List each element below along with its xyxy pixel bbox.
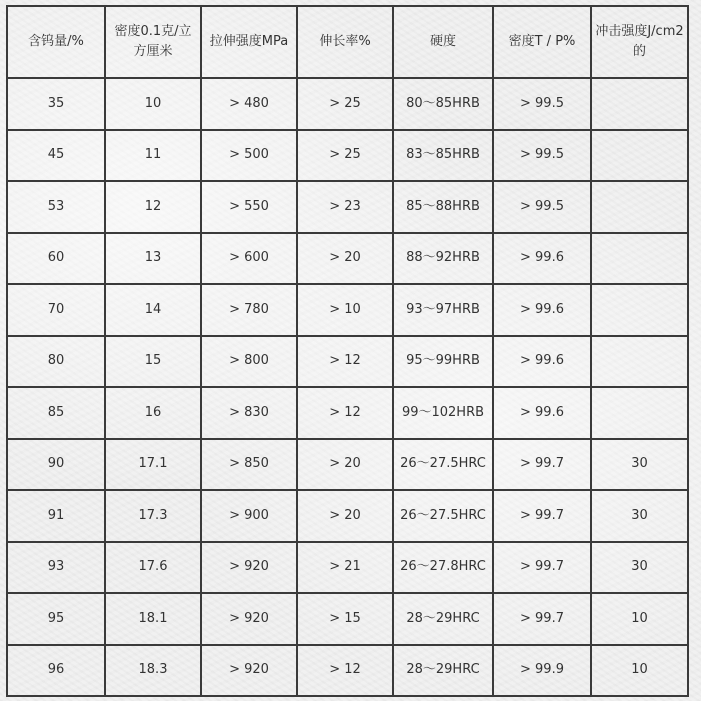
cell-density: 17.6	[105, 542, 201, 594]
cell-hardness: 26～27.8HRC	[393, 542, 493, 594]
cell-elongation: > 20	[297, 233, 393, 285]
cell-hardness: 83～85HRB	[393, 130, 493, 182]
cell-elongation: > 15	[297, 593, 393, 645]
cell-tensile-strength: > 550	[201, 181, 297, 233]
header-hardness: 硬度	[393, 6, 493, 78]
cell-density: 15	[105, 336, 201, 388]
table-row	[7, 542, 688, 594]
cell-impact-strength	[591, 387, 688, 439]
cell-tensile-strength: > 780	[201, 284, 297, 336]
cell-tensile-strength: > 900	[201, 490, 297, 542]
cell-tungsten-content: 96	[7, 645, 105, 697]
cell-tungsten-content: 85	[7, 387, 105, 439]
cell-tensile-strength: > 920	[201, 645, 297, 697]
cell-impact-strength	[591, 336, 688, 388]
cell-relative-density: > 99.5	[493, 78, 591, 130]
cell-relative-density: > 99.6	[493, 284, 591, 336]
table-row	[7, 78, 688, 130]
cell-hardness: 95～99HRB	[393, 336, 493, 388]
table-row	[7, 593, 688, 645]
cell-hardness: 99～102HRB	[393, 387, 493, 439]
cell-density: 16	[105, 387, 201, 439]
header-density: 密度0.1克/立方厘米	[105, 6, 201, 78]
cell-density: 17.1	[105, 439, 201, 491]
cell-impact-strength	[591, 284, 688, 336]
cell-tensile-strength: > 830	[201, 387, 297, 439]
cell-tensile-strength: > 600	[201, 233, 297, 285]
cell-tungsten-content: 35	[7, 78, 105, 130]
header-impact-strength: 冲击强度J/cm2的	[591, 6, 688, 78]
cell-impact-strength: 30	[591, 542, 688, 594]
cell-relative-density: > 99.7	[493, 593, 591, 645]
table-row	[7, 181, 688, 233]
cell-relative-density: > 99.7	[493, 439, 591, 491]
cell-impact-strength: 10	[591, 645, 688, 697]
cell-elongation: > 21	[297, 542, 393, 594]
cell-tungsten-content: 53	[7, 181, 105, 233]
cell-tungsten-content: 91	[7, 490, 105, 542]
header-elongation: 伸长率%	[297, 6, 393, 78]
header-tungsten-content: 含钨量/%	[7, 6, 105, 78]
cell-tensile-strength: > 500	[201, 130, 297, 182]
cell-relative-density: > 99.6	[493, 336, 591, 388]
cell-impact-strength	[591, 233, 688, 285]
cell-tensile-strength: > 920	[201, 542, 297, 594]
cell-hardness: 26～27.5HRC	[393, 439, 493, 491]
tungsten-alloy-spec-table	[6, 5, 689, 697]
table-row	[7, 645, 688, 697]
table-row	[7, 284, 688, 336]
cell-elongation: > 12	[297, 336, 393, 388]
cell-hardness: 88～92HRB	[393, 233, 493, 285]
table-row	[7, 233, 688, 285]
cell-elongation: > 12	[297, 387, 393, 439]
cell-density: 12	[105, 181, 201, 233]
cell-impact-strength	[591, 130, 688, 182]
cell-impact-strength	[591, 78, 688, 130]
cell-hardness: 80～85HRB	[393, 78, 493, 130]
cell-tungsten-content: 93	[7, 542, 105, 594]
cell-impact-strength	[591, 181, 688, 233]
table-row	[7, 439, 688, 491]
cell-tensile-strength: > 480	[201, 78, 297, 130]
cell-density: 18.3	[105, 645, 201, 697]
cell-density: 10	[105, 78, 201, 130]
cell-tensile-strength: > 850	[201, 439, 297, 491]
cell-hardness: 28～29HRC	[393, 593, 493, 645]
cell-elongation: > 25	[297, 130, 393, 182]
cell-relative-density: > 99.7	[493, 490, 591, 542]
cell-density: 11	[105, 130, 201, 182]
table-row	[7, 130, 688, 182]
cell-tungsten-content: 90	[7, 439, 105, 491]
cell-elongation: > 12	[297, 645, 393, 697]
cell-hardness: 93～97HRB	[393, 284, 493, 336]
header-row	[7, 6, 688, 78]
cell-elongation: > 25	[297, 78, 393, 130]
cell-relative-density: > 99.6	[493, 233, 591, 285]
cell-hardness: 85～88HRB	[393, 181, 493, 233]
cell-tungsten-content: 60	[7, 233, 105, 285]
cell-density: 14	[105, 284, 201, 336]
table-row	[7, 387, 688, 439]
cell-tungsten-content: 80	[7, 336, 105, 388]
cell-relative-density: > 99.9	[493, 645, 591, 697]
cell-relative-density: > 99.7	[493, 542, 591, 594]
cell-elongation: > 20	[297, 439, 393, 491]
cell-tungsten-content: 45	[7, 130, 105, 182]
cell-relative-density: > 99.5	[493, 130, 591, 182]
table-row	[7, 490, 688, 542]
table-body	[7, 78, 688, 696]
header-relative-density: 密度T / P%	[493, 6, 591, 78]
cell-hardness: 26～27.5HRC	[393, 490, 493, 542]
cell-elongation: > 23	[297, 181, 393, 233]
cell-elongation: > 10	[297, 284, 393, 336]
cell-impact-strength: 30	[591, 490, 688, 542]
table-header	[7, 6, 688, 78]
cell-tensile-strength: > 800	[201, 336, 297, 388]
cell-impact-strength: 10	[591, 593, 688, 645]
cell-hardness: 28～29HRC	[393, 645, 493, 697]
cell-tungsten-content: 70	[7, 284, 105, 336]
cell-density: 18.1	[105, 593, 201, 645]
cell-relative-density: > 99.6	[493, 387, 591, 439]
cell-tensile-strength: > 920	[201, 593, 297, 645]
cell-impact-strength: 30	[591, 439, 688, 491]
cell-density: 17.3	[105, 490, 201, 542]
header-tensile-strength: 拉伸强度MPa	[201, 6, 297, 78]
cell-relative-density: > 99.5	[493, 181, 591, 233]
cell-elongation: > 20	[297, 490, 393, 542]
cell-tungsten-content: 95	[7, 593, 105, 645]
table-row	[7, 336, 688, 388]
cell-density: 13	[105, 233, 201, 285]
